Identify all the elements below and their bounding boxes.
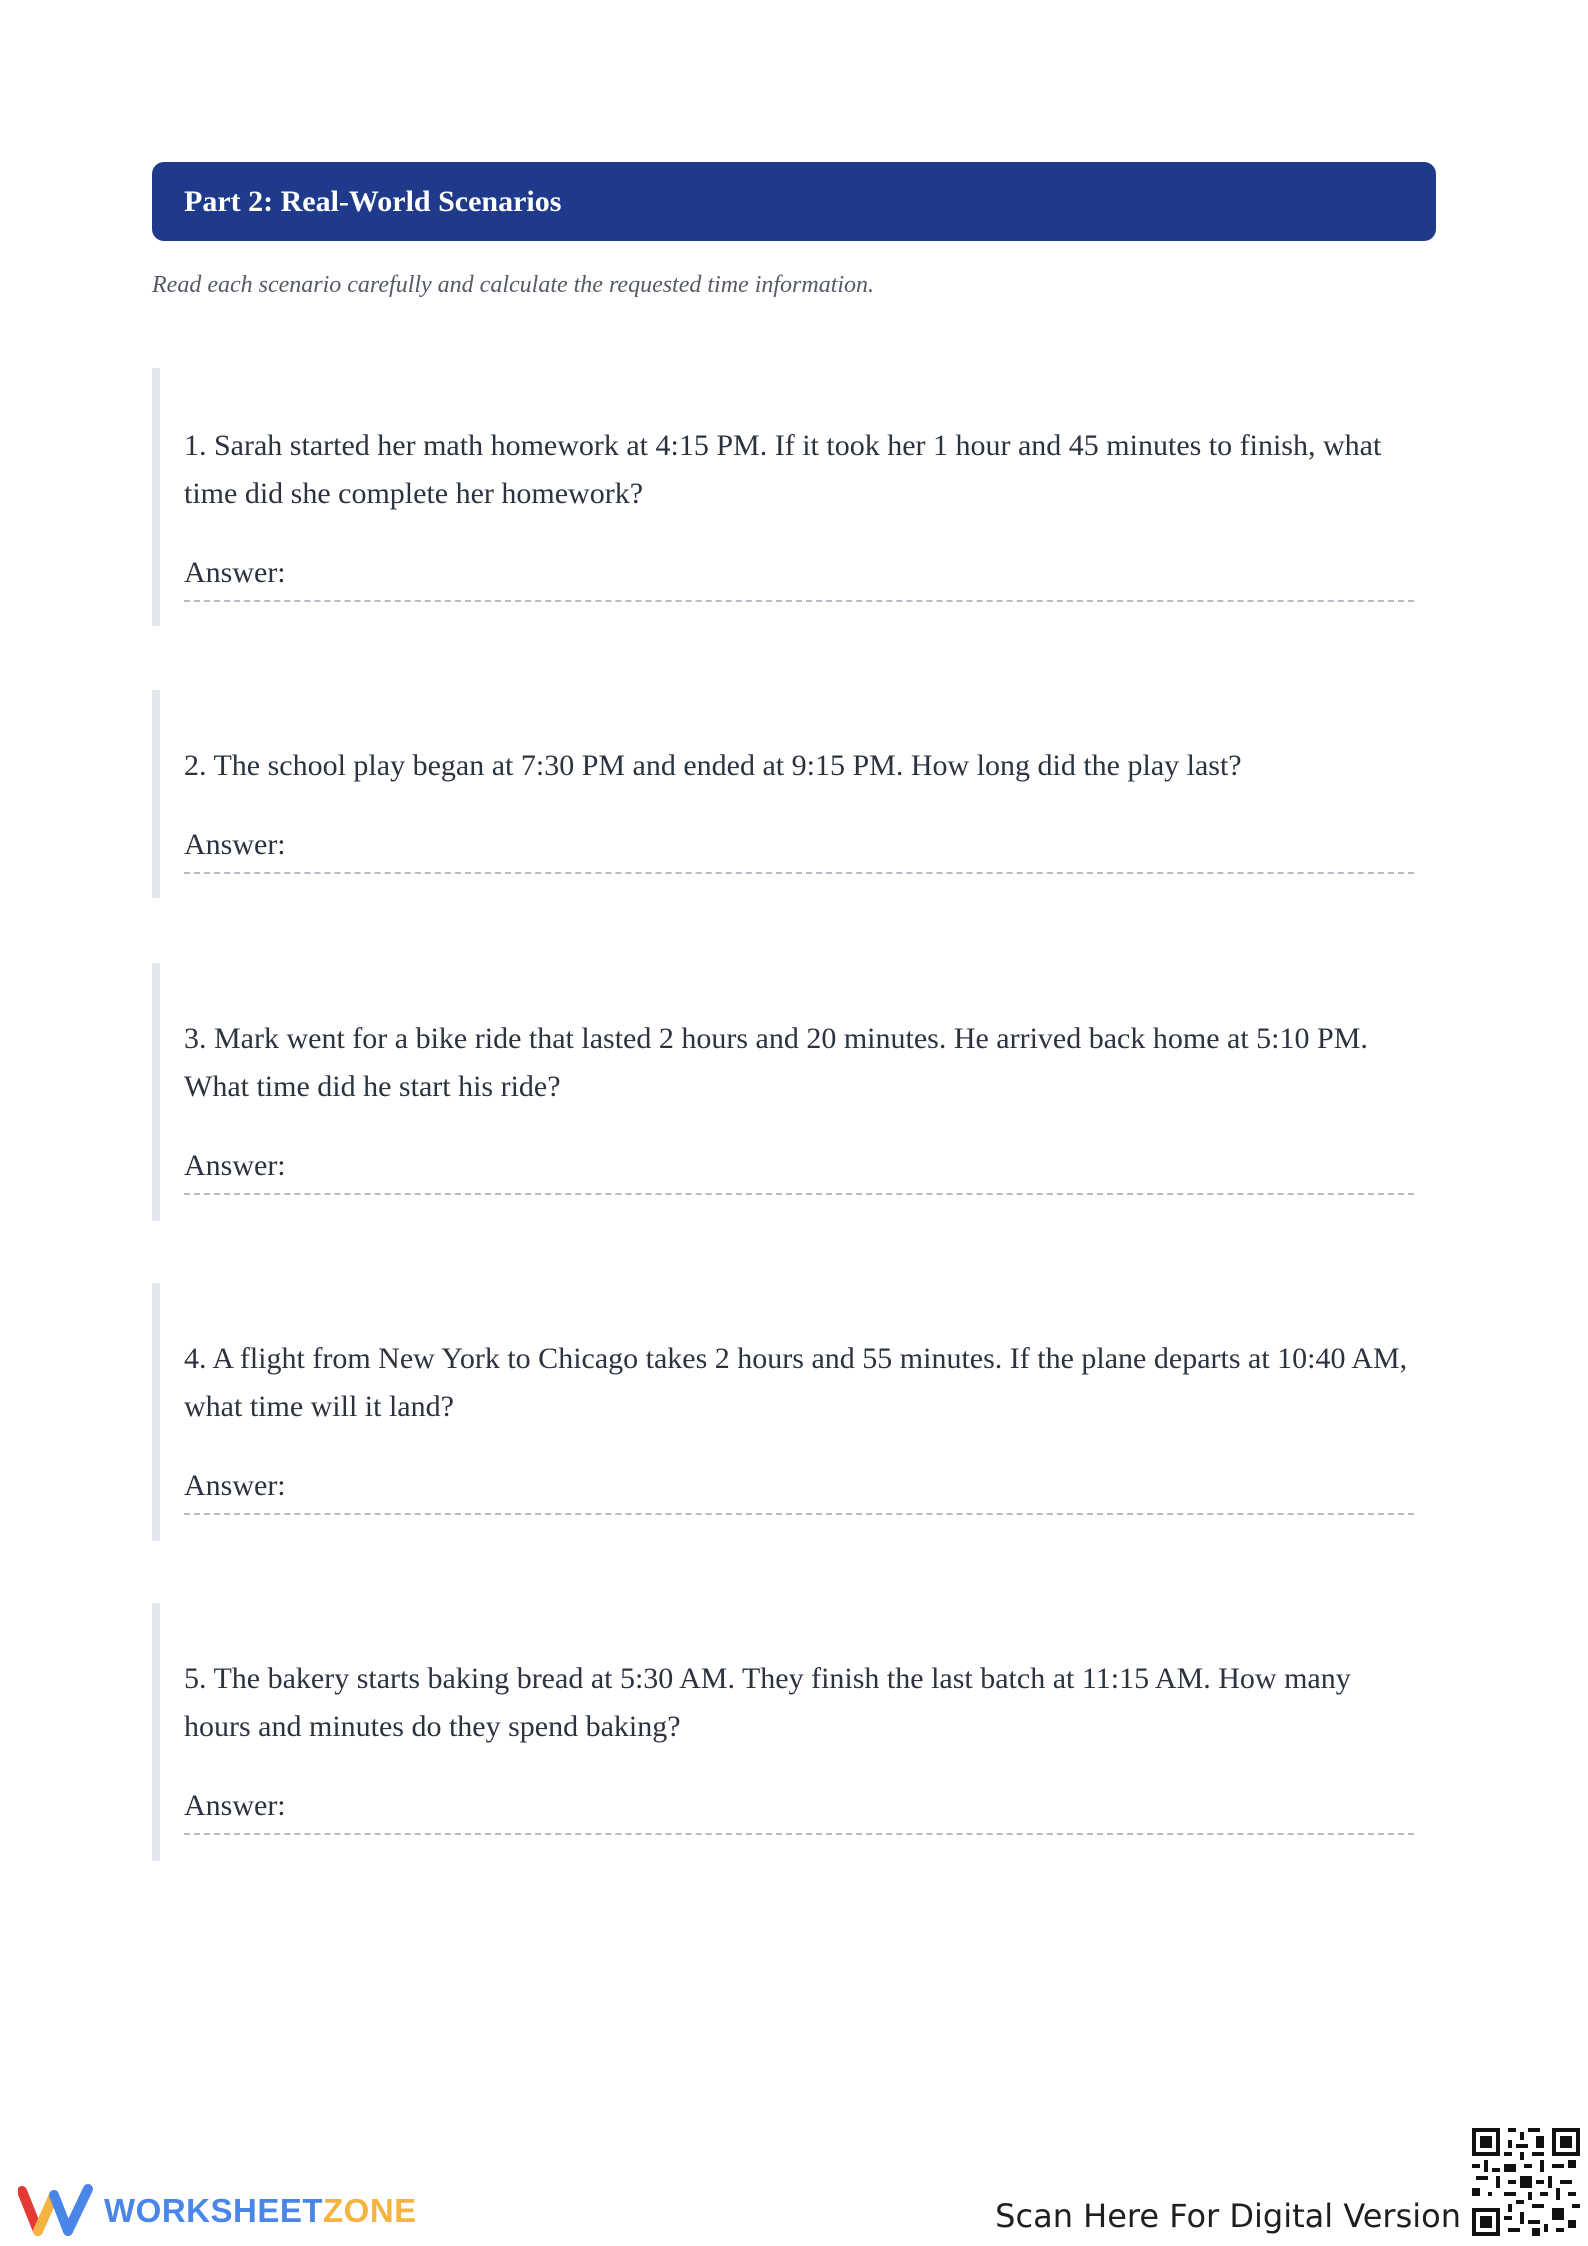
question-text: 2. The school play began at 7:30 PM and ended at 9:15 PM. How long did the play last? (184, 749, 1242, 782)
logo-text-zone: ZONE (323, 2192, 417, 2229)
answer-line[interactable] (184, 600, 1414, 602)
answer-line[interactable] (184, 872, 1414, 874)
section-header (152, 162, 1436, 241)
question-card-3 (152, 963, 1436, 1221)
question-card-4 (152, 1283, 1436, 1541)
worksheetzone-logo-icon (18, 2183, 94, 2239)
qr-code-icon[interactable] (1472, 2128, 1580, 2236)
answer-label: Answer: (184, 1469, 286, 1502)
answer-label: Answer: (184, 1149, 286, 1182)
question-card-2 (152, 690, 1436, 898)
section-title: Part 2: Real-World Scenarios (184, 184, 562, 218)
answer-line[interactable] (184, 1513, 1414, 1515)
question-text: 1. Sarah started her math homework at 4:15 PM. If it took her 1 hour and 45 minutes to finish, what time did she complete her homework? (184, 429, 1382, 510)
question-text: 4. A flight from New York to Chicago takes 2 hours and 55 minutes. If the plane departs at 10:40 AM, what time will it land? (184, 1342, 1408, 1423)
scan-here-text: Scan Here For Digital Version (995, 2197, 1461, 2235)
worksheetzone-logo[interactable] (18, 2183, 417, 2239)
question-card-1 (152, 368, 1436, 626)
answer-line[interactable] (184, 1193, 1414, 1195)
question-text: 3. Mark went for a bike ride that lasted 2 hours and 20 minutes. He arrived back home at 5:10 PM. What time did he start his ride? (184, 1022, 1368, 1103)
logo-text-worksheet: WORKSHEET (104, 2192, 323, 2229)
instructions-text: Read each scenario carefully and calculate the requested time information. (152, 272, 875, 298)
answer-line[interactable] (184, 1833, 1414, 1835)
question-card-5 (152, 1603, 1436, 1861)
logo-wordmark (104, 2192, 417, 2230)
answer-label: Answer: (184, 556, 286, 589)
answer-label: Answer: (184, 828, 286, 861)
answer-label: Answer: (184, 1789, 286, 1822)
question-text: 5. The bakery starts baking bread at 5:30 AM. They finish the last batch at 11:15 AM. How many hours and minutes do they spend baking? (184, 1662, 1351, 1743)
